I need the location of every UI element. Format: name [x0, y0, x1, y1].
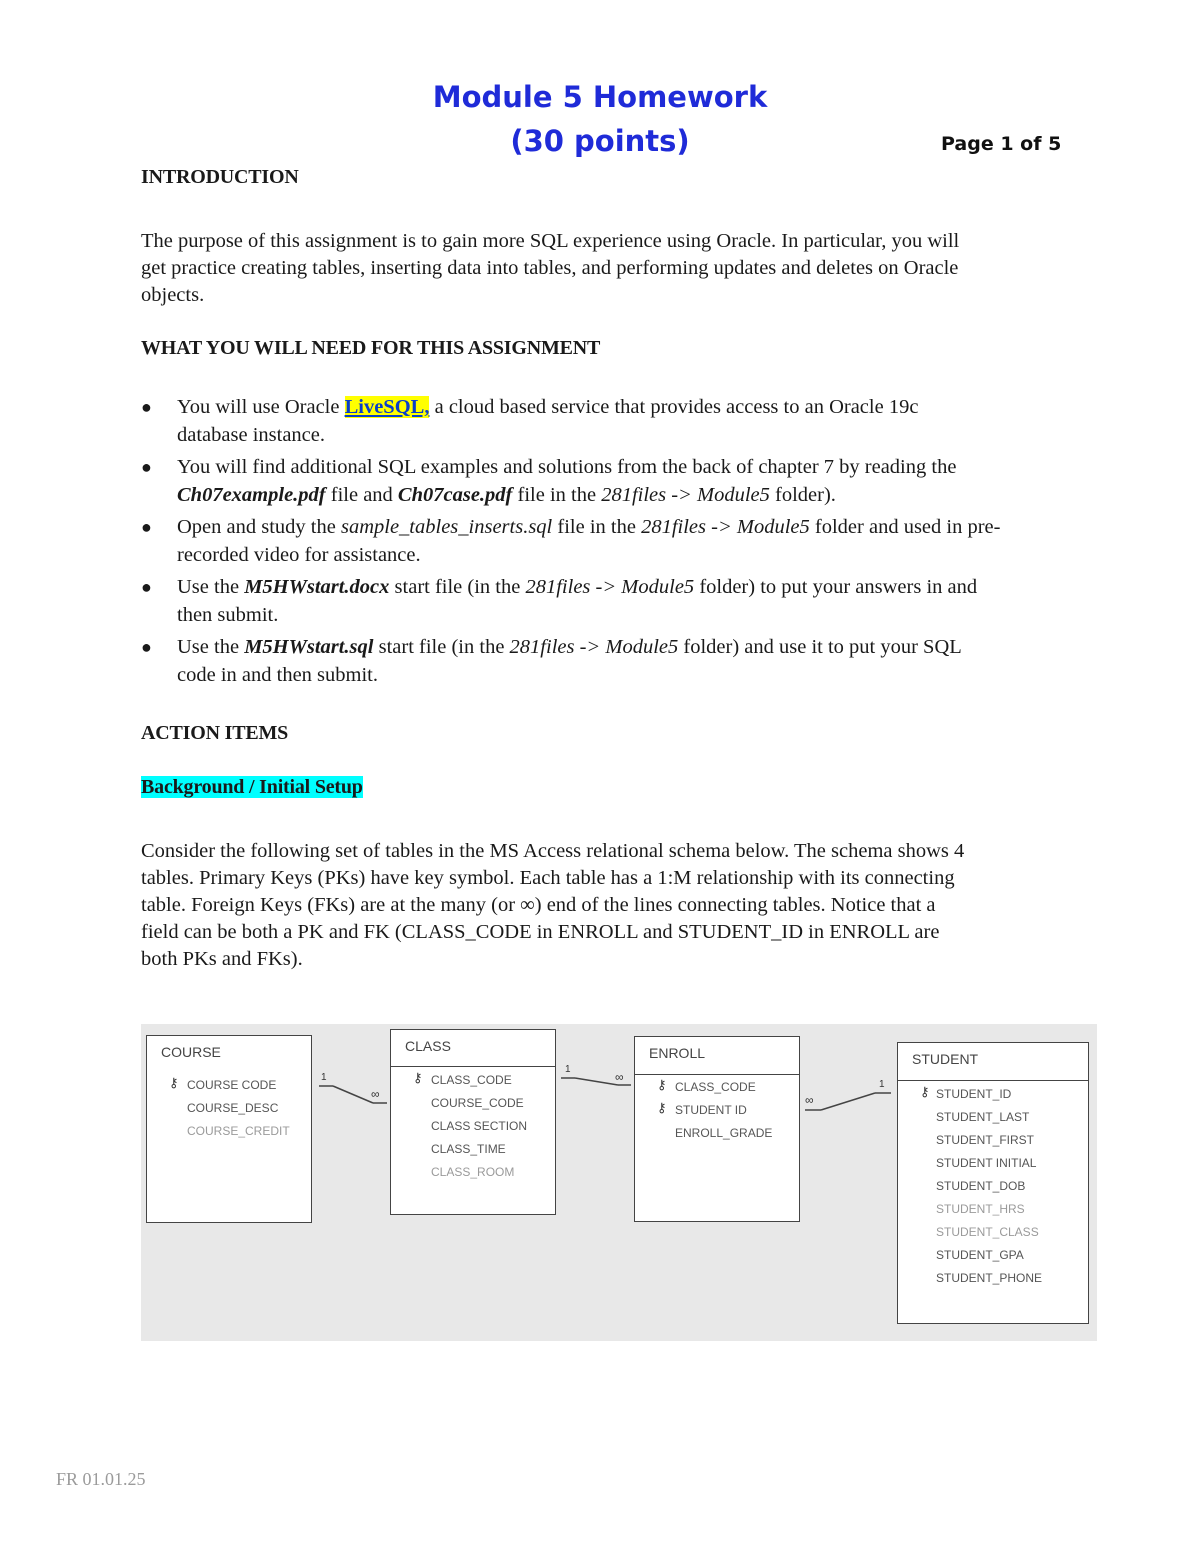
document-title: Module 5 Homework: [432, 80, 768, 114]
list-item: ● You will find additional SQL examples and solutions from the back of chapter 7 by reading the Ch07example.pdf file and Ch07case.pdf file in the 281files -> Module5 folder).: [141, 453, 1101, 509]
table-name: CLASS: [405, 1038, 451, 1054]
key-icon: ⚷: [657, 1077, 667, 1092]
field-name: STUDENT INITIAL: [936, 1156, 1037, 1170]
livesql-link[interactable]: LiveSQL,: [344, 396, 430, 418]
points-subtitle: (30 points): [510, 124, 690, 158]
file-name: Ch07case.pdf: [397, 484, 513, 506]
background-setup-heading: Background / Initial Setup: [141, 776, 363, 798]
intro-line: The purpose of this assignment is to gain more SQL experience using Oracle. In particular, you will: [141, 230, 960, 252]
one-label: 1: [321, 1072, 327, 1083]
desc-line: Consider the following set of tables in the MS Access relational schema below. The schema shows 4: [141, 840, 965, 862]
field-name: CLASS_TIME: [431, 1142, 506, 1156]
desc-line: field can be both a PK and FK (CLASS_CODE in ENROLL and STUDENT_ID in ENROLL are: [141, 921, 940, 943]
table-name: COURSE: [161, 1044, 221, 1060]
class-table: [390, 1029, 556, 1215]
desc-line: both PKs and FKs).: [141, 948, 303, 970]
key-icon: ⚷: [657, 1100, 667, 1115]
many-label: ∞: [805, 1093, 814, 1107]
one-label: 1: [565, 1064, 571, 1075]
list-item: ● Use the M5HWstart.docx start file (in the 281files -> Module5 folder) to put your answers in and then submit.: [141, 573, 1101, 629]
bullet-icon: ●: [141, 577, 152, 597]
introduction-text: [141, 228, 1101, 309]
bullet-icon: ●: [141, 397, 152, 417]
list-item: ● Open and study the sample_tables_inserts.sql file in the 281files -> Module5 folder and used in pre- recorded video for assistance.: [141, 513, 1101, 569]
file-name: sample_tables_inserts.sql: [340, 516, 553, 538]
bullet-icon: ●: [141, 517, 152, 537]
requirements-list: [141, 393, 1101, 693]
folder-path: 281files -> Module5: [601, 484, 770, 506]
file-name: M5HWstart.docx: [244, 576, 390, 598]
field-name: STUDENT_DOB: [936, 1179, 1026, 1193]
field-name: COURSE_CODE: [431, 1096, 524, 1110]
field-name: COURSE_CREDIT: [187, 1124, 290, 1138]
schema-description: [141, 838, 1101, 973]
table-name: STUDENT: [912, 1051, 979, 1067]
course-table: [146, 1035, 312, 1223]
page-number: Page 1 of 5: [941, 133, 1062, 155]
field-name: STUDENT ID: [675, 1103, 747, 1117]
key-icon: ⚷: [920, 1084, 930, 1099]
enroll-table: [634, 1036, 800, 1222]
table-name: ENROLL: [649, 1045, 706, 1061]
field-name: STUDENT_LAST: [936, 1110, 1030, 1124]
header-divider: [635, 1074, 799, 1075]
intro-line: objects.: [141, 284, 205, 306]
folder-path: 281files -> Module5: [509, 636, 679, 658]
key-icon: ⚷: [169, 1075, 179, 1090]
list-item: ● Use the M5HWstart.sql start file (in the 281files -> Module5 folder) and use it to put your SQL code in and then submit.: [141, 633, 1101, 689]
header-divider: [898, 1080, 1088, 1081]
introduction-heading: INTRODUCTION: [141, 166, 299, 188]
list-item: ● You will use Oracle LiveSQL, a cloud based service that provides access to an Oracle 19c database instance.: [141, 393, 1101, 449]
field-name: CLASS_CODE: [431, 1073, 512, 1087]
action-items-heading: ACTION ITEMS: [141, 722, 289, 744]
field-name: CLASS SECTION: [431, 1119, 528, 1133]
folder-path: 281files -> Module5: [641, 516, 810, 538]
header-divider: [391, 1066, 555, 1067]
field-name: STUDENT_HRS: [936, 1202, 1025, 1216]
bullet-icon: ●: [141, 637, 152, 657]
student-table: [897, 1042, 1089, 1324]
desc-line: table. Foreign Keys (FKs) are at the many (or ∞) end of the lines connecting tables. Notice that a: [141, 894, 936, 916]
field-name: STUDENT_FIRST: [936, 1133, 1035, 1147]
key-icon: ⚷: [413, 1070, 423, 1085]
file-name: M5HWstart.sql: [244, 636, 374, 658]
footer-code: FR 01.01.25: [56, 1469, 146, 1489]
desc-line: tables. Primary Keys (PKs) have key symbol. Each table has a 1:M relationship with its connecting: [141, 867, 955, 889]
folder-path: 281files -> Module5: [525, 576, 695, 598]
many-label: ∞: [371, 1087, 380, 1101]
field-name: STUDENT_ID: [936, 1087, 1012, 1101]
relational-schema-diagram: [141, 1024, 1097, 1341]
field-name: COURSE_DESC: [187, 1101, 279, 1115]
field-name: STUDENT_CLASS: [936, 1225, 1039, 1239]
field-name: COURSE CODE: [187, 1078, 277, 1092]
one-label: 1: [879, 1079, 885, 1090]
intro-line: get practice creating tables, inserting data into tables, and performing updates and deletes on Oracle: [141, 257, 959, 279]
field-name: CLASS_ROOM: [431, 1165, 515, 1179]
field-name: STUDENT_GPA: [936, 1248, 1024, 1262]
field-name: ENROLL_GRADE: [675, 1126, 773, 1140]
field-name: STUDENT_PHONE: [936, 1271, 1043, 1285]
field-name: CLASS_CODE: [675, 1080, 756, 1094]
file-name: Ch07example.pdf: [177, 484, 326, 506]
bullet-icon: ●: [141, 457, 152, 477]
requirements-heading: WHAT YOU WILL NEED FOR THIS ASSIGNMENT: [141, 337, 601, 359]
many-label: ∞: [615, 1070, 624, 1084]
